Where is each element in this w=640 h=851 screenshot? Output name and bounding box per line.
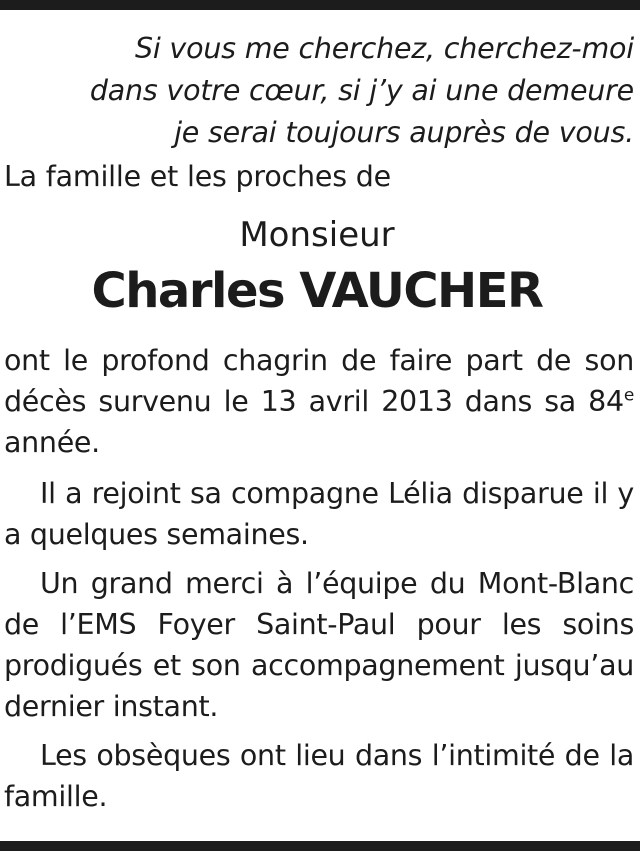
quote-line-3: je serai toujours auprès de vous.	[174, 116, 634, 149]
announcement-paragraph	[4, 340, 634, 463]
top-border-rule	[0, 0, 640, 10]
bottom-border-rule	[0, 841, 640, 851]
announcement-text-end: année.	[4, 426, 100, 459]
deceased-name: Charles VAUCHER	[91, 263, 543, 319]
ordinal-suffix: e	[623, 385, 634, 406]
obituary-notice	[4, 28, 634, 817]
companion-paragraph: Il a rejoint sa compagne Lélia disparue il y a quelques semaines.	[4, 477, 634, 551]
quote-line-1: Si vous me cherchez, cherchez-moi	[134, 32, 634, 65]
funeral-paragraph: Les obsèques ont lieu dans l’intimité de la famille.	[4, 739, 634, 813]
thanks-paragraph: Un grand merci à l’équipe du Mont-Blanc de l’EMS Foyer Saint-Paul pour les soins prodigués et son accompagnement jusqu’au dernier instant.	[4, 567, 634, 723]
honorific-title: Monsieur	[239, 215, 395, 255]
epigraph-quote	[4, 28, 634, 154]
intro-text: La famille et les proches de	[4, 160, 391, 193]
quote-line-2: dans votre cœur, si j’y ai une demeure	[89, 74, 634, 107]
announcement-text: ont le profond chagrin de faire part de son décès survenu le 13 avril 2013 dans sa 84	[4, 344, 634, 418]
